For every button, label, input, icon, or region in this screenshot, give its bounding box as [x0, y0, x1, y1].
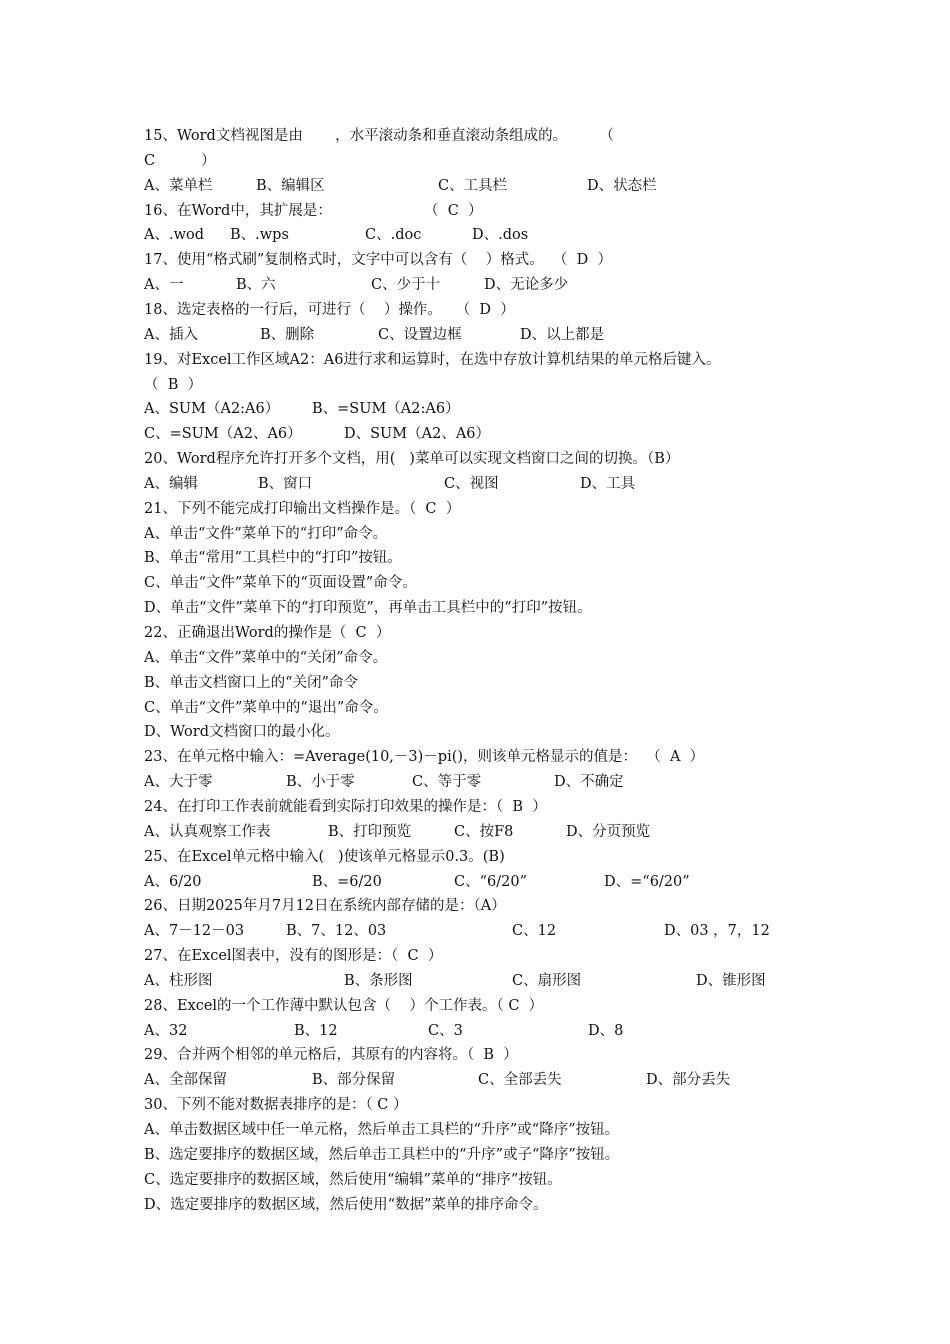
answer-option: D、工具 — [580, 475, 636, 492]
answer-option: C、视图 — [444, 475, 499, 492]
text-line: A、单击“文件”菜单下的“打印”命令。 — [144, 525, 388, 542]
answer-option: D、8 — [588, 1022, 624, 1039]
answer-option: D、锥形图 — [696, 972, 766, 989]
answer-option: B、打印预览 — [328, 823, 412, 840]
answer-option: A、.wod — [144, 227, 205, 244]
question-line: 17、使用“格式刷”复制格式时，文字中可以含有（ ）格式。 （ D ） — [144, 252, 612, 269]
answer-option: D、无论多少 — [484, 277, 569, 294]
answer-option: A、一 — [144, 277, 184, 294]
question-line: 25、在Excel单元格中输入( )使该单元格显示0.3。(B) — [144, 848, 505, 865]
text-line: B、选定要排序的数据区域，然后单击工具栏中的“升序”或子“降序”按钮。 — [144, 1146, 620, 1163]
question-line: 16、在Word中，其扩展是： （ C ） — [144, 202, 483, 219]
text-line: B、单击“常用”工具栏中的“打印”按钮。 — [144, 550, 402, 567]
question-line: 27、在Excel图表中，没有的图形是：（ C ） — [144, 948, 443, 965]
text-line: B、单击文档窗口上的“关闭”命令 — [144, 674, 358, 691]
question-line: 20、Word程序允许打开多个文档，用( )菜单可以实现文档窗口之间的切换。（B） — [144, 451, 680, 468]
answer-option: C、全部丢失 — [478, 1072, 562, 1089]
text-line: D、选定要排序的数据区域，然后使用“数据”菜单的排序命令。 — [144, 1196, 548, 1213]
answer-option: B、小于零 — [286, 774, 355, 791]
answer-option: D、状态栏 — [587, 177, 657, 194]
text-line: A、单击数据区域中任一单元格，然后单击工具栏的“升序”或“降序”按钮。 — [144, 1122, 620, 1138]
answer-option: B、条形图 — [344, 972, 413, 989]
question-line: 30、下列不能对数据表排序的是：（ C ） — [144, 1097, 408, 1114]
question-line: 28、Excel的一个工作薄中默认包含（ ）个工作表。（ C ） — [144, 997, 544, 1014]
answer-option: B、删除 — [260, 326, 315, 343]
text-line: C、单击“文件”菜单中的“退出”命令。 — [144, 699, 388, 716]
question-line: 19、对Excel工作区域A2：A6进行求和运算时，在选中存放计算机结果的单元格后键入。 — [144, 351, 721, 368]
answer-option: C、设置边框 — [378, 326, 462, 343]
text-line: D、单击“文件”菜单下的“打印预览”，再单击工具栏中的“打印”按钮。 — [144, 600, 592, 617]
answer-option: D、分页预览 — [566, 823, 651, 840]
question-line: 24、在打印工作表前就能看到实际打印效果的操作是：（ B ） — [144, 798, 547, 815]
answer-option: D、以上都是 — [520, 326, 605, 343]
answer-option: B、=SUM（A2:A6） — [312, 401, 460, 418]
question-line: 21、下列不能完成打印输出文档操作是。（ C ） — [144, 500, 461, 517]
question-line: 15、Word文档视图是由 ，水平滚动条和垂直滚动条组成的。 （ — [144, 128, 614, 144]
text-line: C、单击“文件”菜单下的“页面设置”命令。 — [144, 575, 417, 592]
answer-option: A、32 — [144, 1022, 188, 1039]
answer-option: A、大于零 — [144, 774, 213, 791]
text-line: A、单击“文件”菜单中的“关闭”命令。 — [144, 649, 388, 666]
answer-option: A、7－12－03 — [144, 923, 245, 940]
answer-option: D、不确定 — [554, 774, 624, 791]
answer-option: A、编辑 — [144, 475, 198, 492]
question-line: 18、选定表格的一行后，可进行（ ）操作。 （ D ） — [144, 301, 515, 318]
answer-option: C、少于十 — [371, 277, 441, 294]
question-line: 23、在单元格中输入：=Average(10,－3)－pi()，则该单元格显示的值是： （ A ） — [144, 749, 705, 766]
answer-option: B、12 — [294, 1022, 338, 1039]
answer-option: C、3 — [428, 1022, 463, 1039]
text-line: D、Word文档窗口的最小化。 — [144, 724, 340, 741]
answer-option: C、等于零 — [412, 774, 482, 791]
answer-option: B、部分保留 — [312, 1072, 396, 1089]
answer-option: D、部分丢失 — [646, 1072, 731, 1089]
answer-option: B、窗口 — [258, 475, 313, 492]
question-line: 22、正确退出Word的操作是（ C ） — [144, 625, 391, 641]
answer-option: A、6/20 — [144, 873, 202, 890]
answer-option: A、插入 — [144, 326, 198, 343]
answer-option: B、7、12、03 — [286, 923, 387, 940]
answer-option: B、=6/20 — [312, 873, 382, 890]
answer-option: A、菜单栏 — [144, 177, 213, 194]
question-line: 29、合并两个相邻的单元格后，其原有的内容将。（ B ） — [144, 1047, 518, 1064]
text-line: （ B ） — [144, 376, 203, 393]
text-line: C ） — [144, 152, 216, 169]
answer-option: C、按F8 — [454, 823, 514, 840]
answer-option: D、SUM（A2、A6） — [344, 426, 491, 443]
answer-option: C、.doc — [365, 227, 422, 244]
answer-option: A、SUM（A2:A6） — [144, 401, 280, 418]
answer-option: D、03 ，7，12 — [664, 923, 770, 940]
answer-option: A、柱形图 — [144, 972, 213, 989]
answer-option: D、=“6/20” — [604, 873, 690, 890]
answer-option: A、全部保留 — [144, 1072, 227, 1089]
answer-option: A、认真观察工作表 — [144, 823, 271, 840]
answer-option: D、.dos — [472, 227, 529, 244]
answer-option: B、六 — [236, 277, 276, 294]
answer-option: C、=SUM（A2、A6） — [144, 426, 302, 443]
answer-option: C、工具栏 — [438, 177, 508, 194]
question-line: 26、日期2025年月7月12日在系统内部存储的是：（A） — [144, 898, 506, 915]
answer-option: C、扇形图 — [512, 972, 582, 989]
text-line: C、选定要排序的数据区域，然后使用“编辑”菜单的“排序”按钮。 — [144, 1171, 562, 1188]
answer-option: B、编辑区 — [256, 177, 325, 194]
answer-option: B、.wps — [230, 227, 289, 244]
answer-option: C、“6/20” — [454, 873, 527, 890]
answer-option: C、12 — [512, 923, 557, 940]
